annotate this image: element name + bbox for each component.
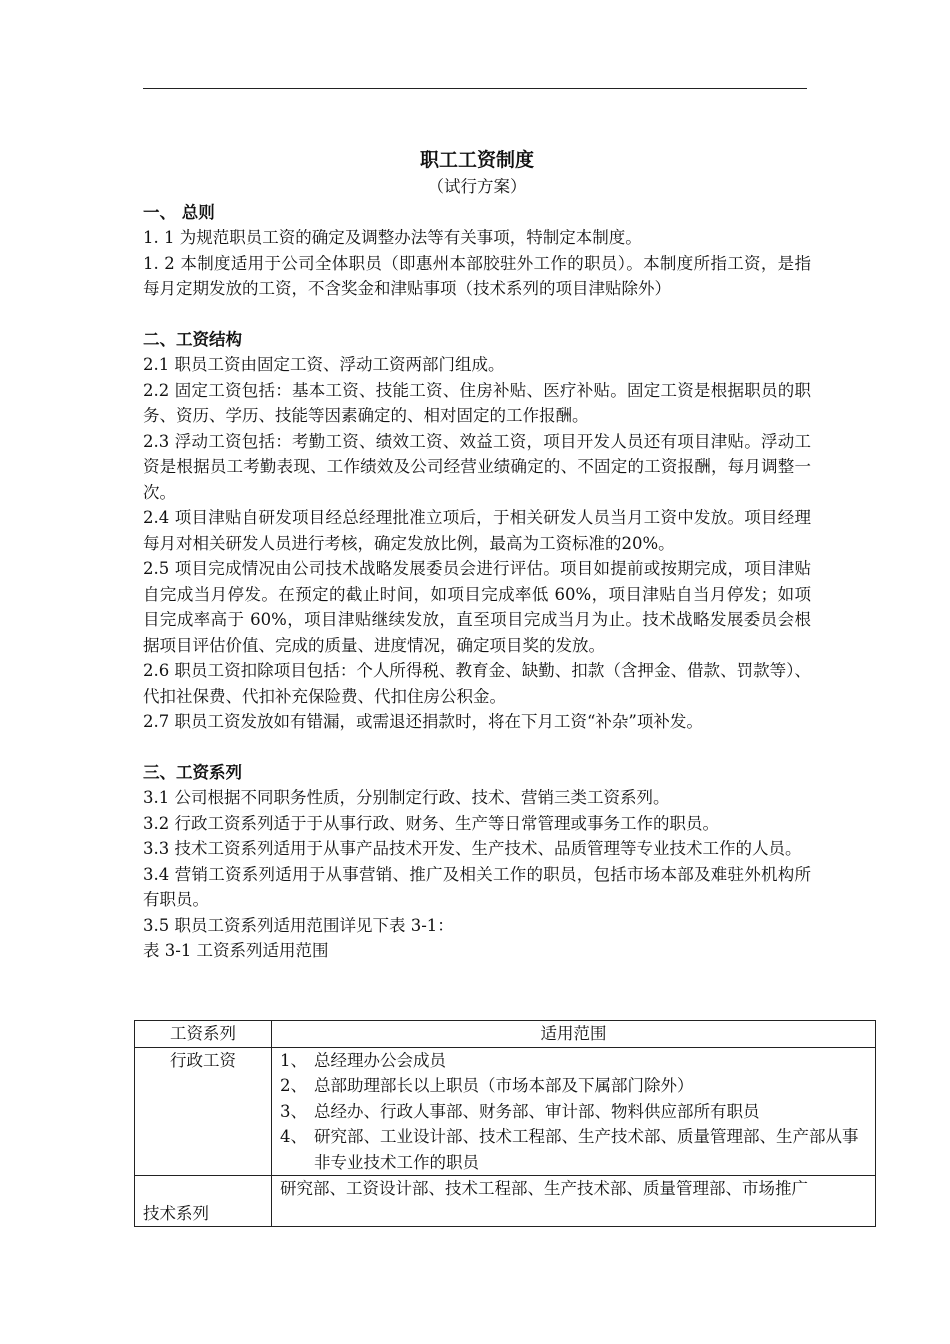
cell-scope-admin [272, 1047, 876, 1176]
paragraph: 2.4 项目津贴自研发项目经总经理批准立项后，于相关研发人员当月工资中发放。项目经理每月对相关研发人员进行考核，确定发放比例，最高为工资标准的20%。 [143, 508, 811, 553]
paragraph: 1. 2 本制度适用于公司全体职员（即惠州本部胶驻外工作的职员）。本制度所指工资，是指每月定期发放的工资，不含奖金和津贴事项（技术系列的项目津贴除外） [143, 253, 811, 298]
list-item: 2、 总部助理部长以上职员（市场本部及下属部门除外） [280, 1076, 694, 1095]
document-body [143, 146, 811, 964]
paragraph: 3.1 公司根据不同职务性质，分别制定行政、技术、营销三类工资系列。 [143, 788, 670, 807]
paragraph: 1. 1 为规范职员工资的确定及调整办法等有关事项，特制定本制度。 [143, 228, 642, 247]
cell-series-tech: 技术系列 [135, 1176, 272, 1227]
cell-scope-tech: 研究部、工资设计部、技术工程部、生产技术部、质量管理部、市场推广 [272, 1176, 876, 1227]
table-caption: 表 3-1 工资系列适用范围 [143, 941, 329, 960]
table-row [135, 1047, 876, 1176]
list-item: 3、 总经办、行政人事部、财务部、审计部、物料供应部所有职员 [280, 1101, 760, 1121]
section-salary-structure [143, 327, 811, 735]
paragraph: 3.5 职员工资系列适用范围详见下表 3-1： [143, 915, 454, 935]
paragraph: 3.3 技术工资系列适用于从事产品技术开发、生产技术、品质管理等专业技术工作的人员。 [143, 839, 802, 858]
paragraph: 2.1 职员工资由固定工资、浮动工资两部门组成。 [143, 355, 505, 374]
header-cell-series: 工资系列 [135, 1021, 272, 1048]
paragraph: 2.2 固定工资包括：基本工资、技能工资、住房补贴、医疗补贴。固定工资是根据职员的职务、资历、学历、技能等因素确定的、相对固定的工作报酬。 [143, 380, 811, 425]
paragraph: 2.7 职员工资发放如有错漏，或需退还捐款时，将在下月工资“补杂”项补发。 [143, 712, 703, 731]
section-heading: 二、工资结构 [143, 329, 242, 349]
paragraph: 3.2 行政工资系列适于于从事行政、财务、生产等日常管理或事务工作的职员。 [143, 813, 719, 833]
list-item: 1、 总经理办公会成员 [280, 1050, 446, 1070]
header-rule [143, 88, 807, 89]
cell-series-admin: 行政工资 [135, 1047, 272, 1176]
doc-title: 职工工资制度 [419, 149, 534, 171]
paragraph: 3.4 营销工资系列适用于从事营销、推广及相关工作的职员，包括市场本部及难驻外机构所有职员。 [143, 864, 811, 909]
list-item: 4、 研究部、工业设计部、技术工程部、生产技术部、质量管理部、生产部从事非专业技术工作的职员 [280, 1127, 859, 1172]
table-row [135, 1176, 876, 1227]
paragraph: 2.3 浮动工资包括：考勤工资、绩效工资、效益工资，项目开发人员还有项目津贴。浮动工资是根据员工考勤表现、工作绩效及公司经营业绩确定的、不固定的工资报酬，每月调整一次。 [143, 431, 811, 502]
section-general [143, 200, 811, 302]
table-header-row [135, 1021, 876, 1048]
header-cell-scope: 适用范围 [272, 1021, 876, 1048]
doc-subtitle: （试行方案） [427, 177, 527, 196]
section-salary-series [143, 760, 811, 939]
paragraph: 2.6 职员工资扣除项目包括：个人所得税、教育金、缺勤、扣款（含押金、借款、罚款等）、代扣社保费、代扣补充保险费、代扣住房公积金。 [143, 661, 811, 706]
paragraph: 2.5 项目完成情况由公司技术战略发展委员会进行评估。项目如提前或按期完成，项目津贴自完成当月停发。在预定的截止时间，如项目完成率低 60%，项目津贴自当月停发；如项目完成率高于 60%，项目津贴继续发放，直至项目完成当月为止。技术战略发展委员会根据项目评估价值、完成的质量、进度情况，确定项目奖的发放。 [143, 559, 811, 655]
section-heading: 一、 总则 [143, 202, 215, 222]
section-heading: 三、工资系列 [143, 762, 242, 782]
salary-series-table [134, 1020, 876, 1227]
